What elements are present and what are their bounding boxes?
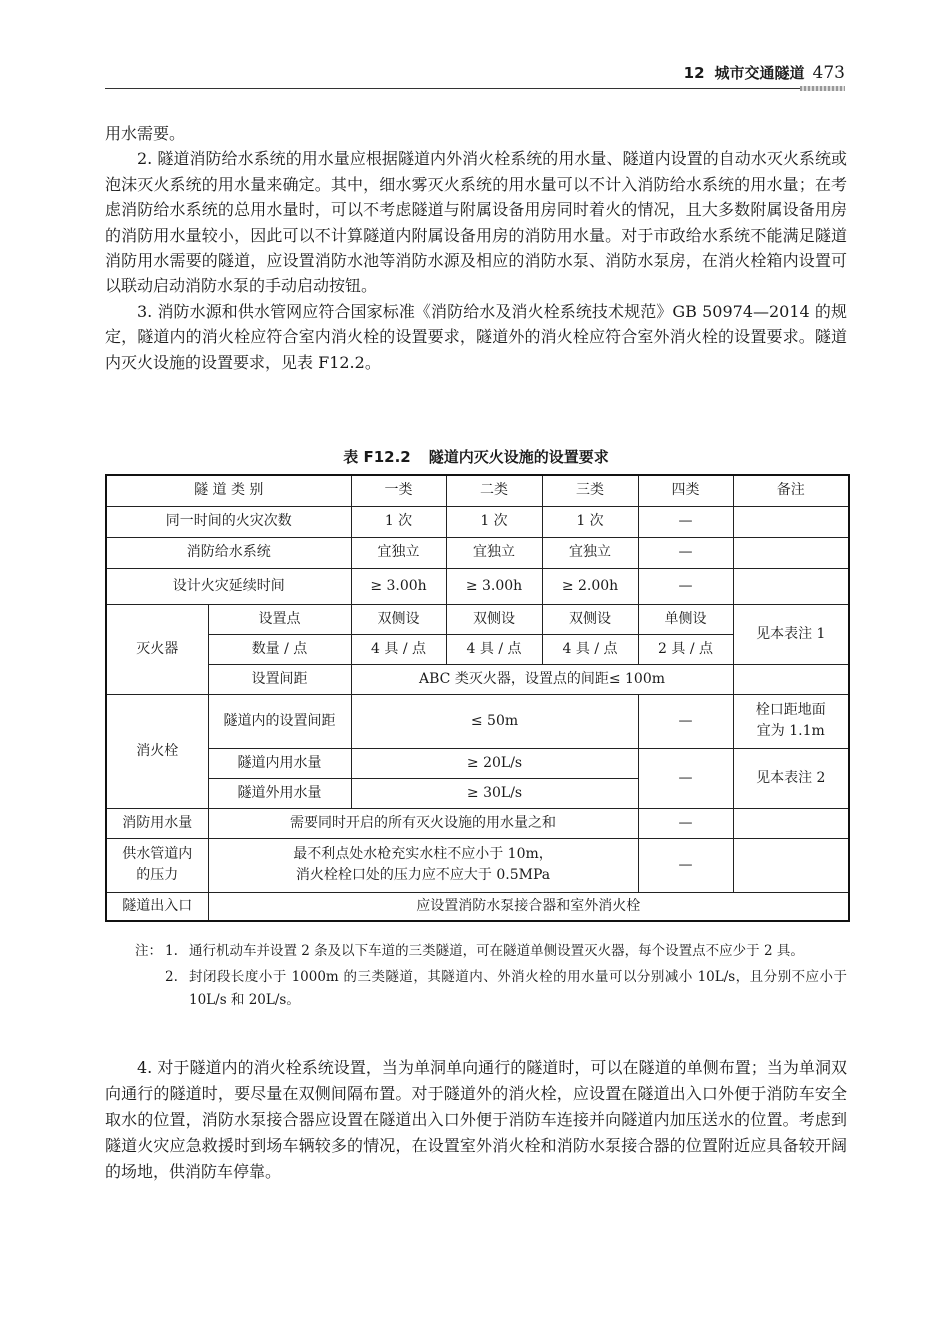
notes-label: 注： bbox=[135, 943, 162, 959]
remark-note-2: 见本表注 2 bbox=[733, 748, 849, 808]
header-class-1: 一类 bbox=[351, 475, 446, 506]
remark-hydrant-height bbox=[733, 694, 849, 748]
cell: 宜独立 bbox=[351, 537, 446, 568]
cell: — bbox=[638, 838, 733, 892]
running-header bbox=[105, 62, 845, 86]
body-upper bbox=[105, 121, 847, 375]
row-label: 隧道外用水量 bbox=[208, 778, 351, 808]
header-category: 隧 道 类 别 bbox=[106, 475, 351, 506]
cell: — bbox=[638, 694, 733, 748]
fire-facility-table bbox=[105, 474, 850, 922]
label-line: 供水管道内 bbox=[122, 846, 193, 862]
cell: 单侧设 bbox=[638, 604, 733, 634]
table-row bbox=[106, 808, 849, 838]
header-remark: 备注 bbox=[733, 475, 849, 506]
paragraph-3: 3. 消防水源和供水管网应符合国家标准《消防给水及消火栓系统技术规范》GB 50974—2014 的规定，隧道内的消火栓应符合室内消火栓的设置要求，隧道外的消火栓应符合室外消火栓的设置要求。隧道内灭火设施的设置要求，见表 F12.2。 bbox=[105, 301, 847, 372]
cell: ≥ 3.00h bbox=[351, 568, 446, 604]
value-line: 最不利点处水枪充实水柱不应小于 10m， bbox=[293, 846, 553, 862]
group-label-hydrant: 消火栓 bbox=[106, 694, 208, 808]
remark-note-1: 见本表注 1 bbox=[733, 604, 849, 664]
cell: ≥ 20L/s bbox=[351, 748, 638, 778]
header-class-2: 二类 bbox=[446, 475, 542, 506]
cell-empty bbox=[733, 537, 849, 568]
header-class-3: 三类 bbox=[542, 475, 638, 506]
cell: 双侧设 bbox=[446, 604, 542, 634]
cell: — bbox=[638, 568, 733, 604]
note-item bbox=[135, 940, 847, 963]
notes-label-spacer bbox=[135, 966, 165, 1012]
cell: 需要同时开启的所有灭火设施的用水量之和 bbox=[208, 808, 638, 838]
cell: ≥ 3.00h bbox=[446, 568, 542, 604]
cell: — bbox=[638, 537, 733, 568]
row-label: 设计火灾延续时间 bbox=[106, 568, 351, 604]
cell: 4 具 / 点 bbox=[542, 634, 638, 664]
row-label: 隧道出入口 bbox=[106, 892, 208, 921]
note-text: 通行机动车并设置 2 条及以下车道的三类隧道，可在隧道单侧设置灭火器，每个设置点不应少于 2 具。 bbox=[189, 943, 804, 959]
cell: 4 具 / 点 bbox=[446, 634, 542, 664]
page-number: 473 bbox=[812, 63, 845, 83]
remark-line: 宜为 1.1m bbox=[756, 723, 825, 739]
cell-empty bbox=[733, 506, 849, 537]
cell-empty bbox=[733, 664, 849, 694]
chapter-number: 12 bbox=[683, 64, 705, 82]
paragraph-4: 4. 对于隧道内的消火栓系统设置，当为单洞单向通行的隧道时，可以在隧道的单侧布置；当为单洞双向通行的隧道时，要尽量在双侧间隔布置。对于隧道外的消火栓，应设置在隧道出入口外便于消防车安全取水的位置，消防水泵接合器应设置在隧道出入口外便于消防车连接并向隧道内加压送水的位置。考虑到隧道火灾应急救援时到场车辆较多的情况，在设置室外消火栓和消防水泵接合器的位置附近应具备较开阔的场地，供消防车停靠。 bbox=[105, 1058, 847, 1181]
table-header-row bbox=[106, 475, 849, 506]
row-label bbox=[106, 838, 208, 892]
group-label-extinguisher: 灭火器 bbox=[106, 604, 208, 694]
row-label: 设置间距 bbox=[208, 664, 351, 694]
cell: 4 具 / 点 bbox=[351, 634, 446, 664]
cell: ≥ 30L/s bbox=[351, 778, 638, 808]
header-rule bbox=[105, 88, 845, 89]
cell: ≥ 2.00h bbox=[542, 568, 638, 604]
row-label: 隧道内用水量 bbox=[208, 748, 351, 778]
row-label: 数量 / 点 bbox=[208, 634, 351, 664]
value-line: 消火栓栓口处的压力应不应大于 0.5MPa bbox=[295, 867, 551, 883]
cell-empty bbox=[733, 808, 849, 838]
table-row bbox=[106, 664, 849, 694]
table-caption-number: 表 F12.2 bbox=[343, 448, 411, 466]
cell: — bbox=[638, 506, 733, 537]
table-row bbox=[106, 537, 849, 568]
header-class-4: 四类 bbox=[638, 475, 733, 506]
note-index: 1. bbox=[165, 943, 178, 959]
note-text: 封闭段长度小于 1000m 的三类隧道，其隧道内、外消火栓的用水量可以分别减小 10L/s，且分别不应小于 10L/s 和 20L/s。 bbox=[189, 969, 847, 1008]
cell: ≤ 50m bbox=[351, 694, 638, 748]
running-head bbox=[684, 62, 845, 83]
row-label: 消防用水量 bbox=[106, 808, 208, 838]
cell: 1 次 bbox=[446, 506, 542, 537]
cell: ABC 类灭火器，设置点的间距≤ 100m bbox=[351, 664, 733, 694]
cell: 双侧设 bbox=[542, 604, 638, 634]
cell: 2 具 / 点 bbox=[638, 634, 733, 664]
label-line: 的压力 bbox=[136, 867, 179, 883]
header-rule-ornament bbox=[800, 86, 845, 91]
row-label: 同一时间的火灾次数 bbox=[106, 506, 351, 537]
cell: 宜独立 bbox=[446, 537, 542, 568]
paragraph-intro: 用水需要。 bbox=[105, 124, 186, 143]
cell-empty bbox=[733, 568, 849, 604]
cell: — bbox=[638, 808, 733, 838]
table-row bbox=[106, 568, 849, 604]
row-label: 消防给水系统 bbox=[106, 537, 351, 568]
row-label: 隧道内的设置间距 bbox=[208, 694, 351, 748]
cell: 应设置消防水泵接合器和室外消火栓 bbox=[208, 892, 849, 921]
table-row bbox=[106, 748, 849, 778]
cell: 宜独立 bbox=[542, 537, 638, 568]
note-item bbox=[135, 966, 847, 1012]
table-row bbox=[106, 694, 849, 748]
cell: 1 次 bbox=[542, 506, 638, 537]
cell: — bbox=[638, 748, 733, 808]
cell: 双侧设 bbox=[351, 604, 446, 634]
note-index: 2. bbox=[165, 969, 178, 985]
cell bbox=[208, 838, 638, 892]
table-row bbox=[106, 838, 849, 892]
remark-line: 栓口距地面 bbox=[755, 702, 826, 718]
table-row bbox=[106, 604, 849, 634]
table-caption bbox=[105, 446, 847, 467]
table-row bbox=[106, 892, 849, 921]
body-lower bbox=[105, 1055, 847, 1185]
table-row bbox=[106, 506, 849, 537]
table-caption-title: 隧道内灭火设施的设置要求 bbox=[428, 448, 609, 466]
cell: 1 次 bbox=[351, 506, 446, 537]
paragraph-2: 2. 隧道消防给水系统的用水量应根据隧道内外消火栓系统的用水量、隧道内设置的自动水灭火系统或泡沫灭火系统的用水量来确定。其中，细水雾灭火系统的用水量可以不计入消防给水系统的用水量；在考虑消防给水系统的总用水量时，可以不考虑隧道与附属设备用房同时着火的情况，且大多数附属设备用房的消防用水量较小，因此可以不计算隧道内附属设备用房的消防用水量。对于市政给水系统不能满足隧道消防用水需要的隧道，应设置消防水池等消防水源及相应的消防水泵、消防水泵房，在消火栓箱内设置可以联动启动消防水泵的手动启动按钮。 bbox=[105, 149, 847, 296]
cell-empty bbox=[733, 838, 849, 892]
chapter-title: 城市交通隧道 bbox=[714, 64, 805, 82]
row-label: 设置点 bbox=[208, 604, 351, 634]
table-notes bbox=[135, 940, 847, 1012]
